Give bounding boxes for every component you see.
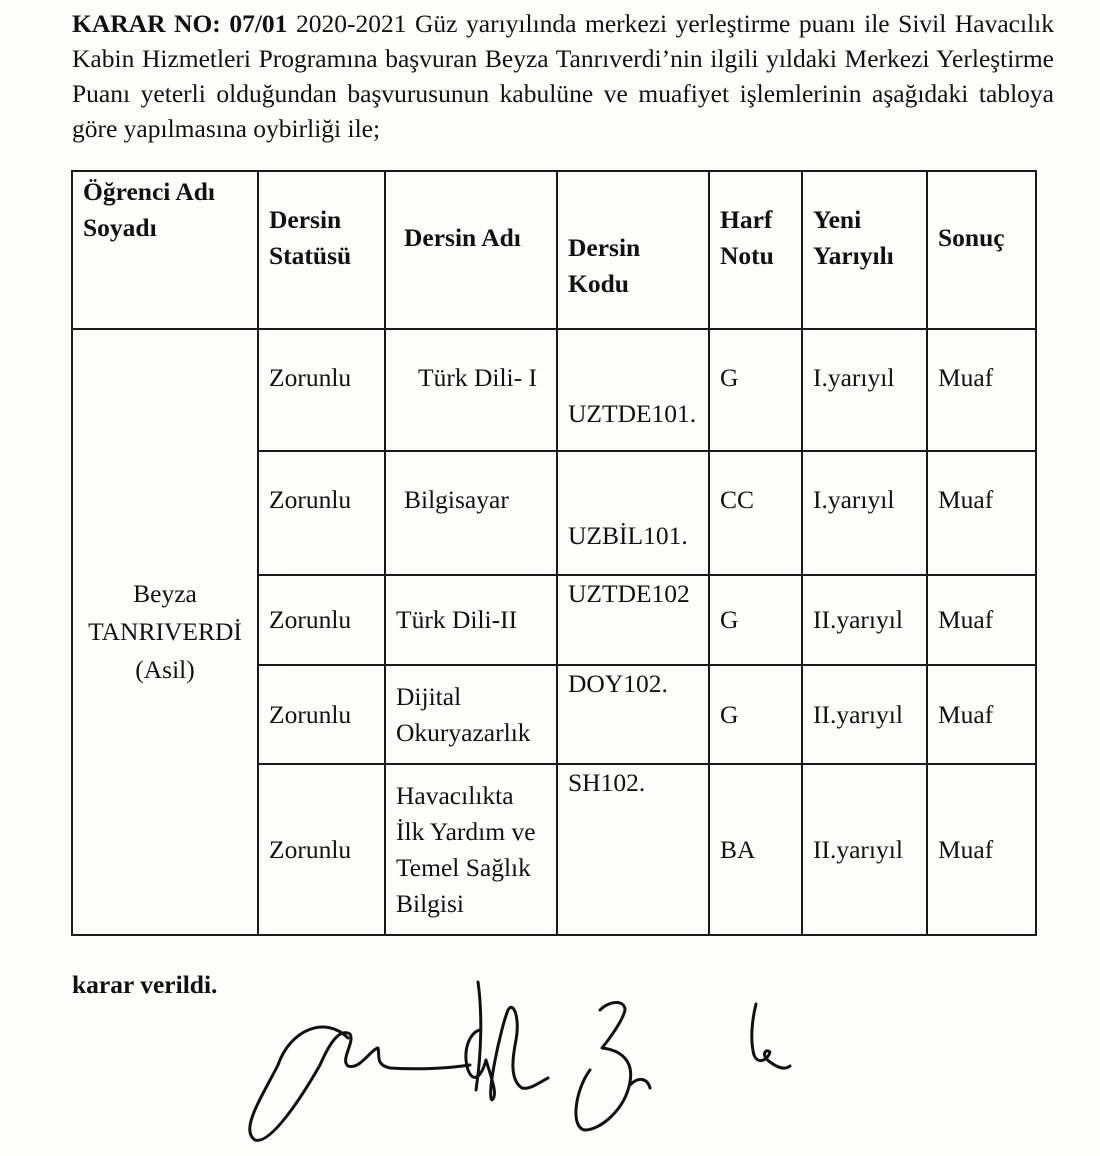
course-status: Zorunlu <box>258 451 385 575</box>
header-term: Yeni Yarıyılı <box>802 171 927 329</box>
course-code: DOY102. <box>557 665 709 764</box>
decision-paragraph <box>72 6 1054 146</box>
result: Muaf <box>927 764 1036 935</box>
letter-grade: G <box>709 575 802 665</box>
table-header-row <box>72 171 1036 329</box>
result: Muaf <box>927 575 1036 665</box>
course-code: UZTDE102 <box>557 575 709 665</box>
result: Muaf <box>927 451 1036 575</box>
header-status: Dersin Statüsü <box>258 171 385 329</box>
course-status: Zorunlu <box>258 575 385 665</box>
new-term: I.yarıyıl <box>802 451 927 575</box>
course-code: SH102. <box>557 764 709 935</box>
signatures <box>230 970 830 1150</box>
letter-grade: G <box>709 665 802 764</box>
course-code: UZBİL101. <box>557 451 709 575</box>
result: Muaf <box>927 329 1036 451</box>
header-course-code: Dersin Kodu <box>557 171 709 329</box>
new-term: II.yarıyıl <box>802 575 927 665</box>
header-student: Öğrenci Adı Soyadı <box>72 171 258 329</box>
signature-1 <box>250 1027 470 1140</box>
student-name-cell: Beyza TANRIVERDİ (Asil) <box>72 329 258 935</box>
course-name: Dijital Okuryazarlık <box>385 665 557 764</box>
course-name: Bilgisayar <box>385 451 557 575</box>
letter-grade: BA <box>709 764 802 935</box>
result: Muaf <box>927 665 1036 764</box>
course-status: Zorunlu <box>258 329 385 451</box>
new-term: II.yarıyıl <box>802 764 927 935</box>
new-term: I.yarıyıl <box>802 329 927 451</box>
decision-text: 2020-2021 Güz yarıyılında merkezi yerleştirme puanı ile Sivil Havacılık Kabin Hizmetleri Programına başvuran Beyza Tanrıverdi’nin ilgili yıldaki Merkezi Yerleştirme Puanı yeterli olduğundan başvurusunun kabulüne ve muafiyet işlemlerinin aşağıdaki tabloya göre yapılmasına oybirliği ile; <box>72 9 1054 143</box>
course-name: Havacılıkta İlk Yardım ve Temel Sağlık Bilgisi <box>385 764 557 935</box>
header-course-name: Dersin Adı <box>385 171 557 329</box>
course-code: UZTDE101. <box>557 329 709 451</box>
letter-grade: CC <box>709 451 802 575</box>
new-term: II.yarıyıl <box>802 665 927 764</box>
letter-grade: G <box>709 329 802 451</box>
course-name: Türk Dili- I <box>385 329 557 451</box>
signature-2 <box>466 982 548 1100</box>
signature-4 <box>752 1004 790 1068</box>
closing-text: karar verildi. <box>72 970 218 999</box>
course-status: Zorunlu <box>258 665 385 764</box>
course-name: Türk Dili-II <box>385 575 557 665</box>
signature-3 <box>576 1003 650 1131</box>
header-result: Sonuç <box>927 171 1036 329</box>
header-grade: Harf Notu <box>709 171 802 329</box>
table-row <box>72 329 1036 451</box>
course-status: Zorunlu <box>258 764 385 935</box>
exemption-table <box>71 170 1037 936</box>
decision-number: KARAR NO: 07/01 <box>72 9 288 38</box>
